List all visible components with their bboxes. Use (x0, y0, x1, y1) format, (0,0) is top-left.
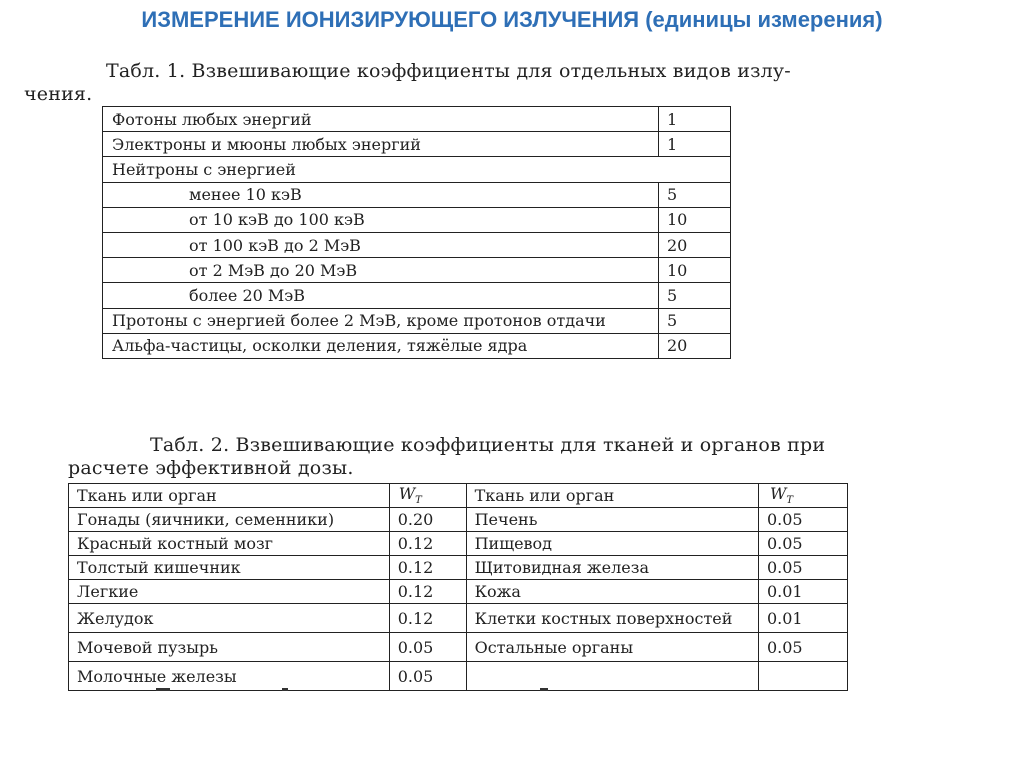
weight-right: 0.05 (758, 532, 847, 556)
table-row (69, 604, 848, 633)
row-value: 5 (659, 283, 731, 308)
table-row (69, 532, 848, 556)
w-subscript: T (786, 495, 794, 507)
table2-caption (68, 434, 868, 480)
weight-left: 0.12 (389, 604, 466, 633)
row-label: от 100 кэВ до 2 МэВ (103, 232, 659, 257)
table-row (103, 132, 731, 157)
table-row (103, 283, 731, 308)
table2-caption-line1: Табл. 2. Взвешивающие коэффициенты для тканей и органов при (150, 434, 826, 456)
row-value: 1 (659, 107, 731, 132)
weight-left: 0.05 (389, 633, 466, 662)
table-row (69, 662, 848, 691)
organ-left: Мочевой пузырь (69, 633, 390, 662)
header-weight (389, 484, 466, 508)
organ-right: Остальные органы (466, 633, 758, 662)
organ-right: Печень (466, 508, 758, 532)
organ-right: Кожа (466, 580, 758, 604)
table-row (69, 556, 848, 580)
tissue-weighting-table (68, 483, 848, 691)
row-label: от 10 кэВ до 100 кэВ (103, 207, 659, 232)
row-label: от 2 МэВ до 20 МэВ (103, 258, 659, 283)
table-row (103, 182, 731, 207)
table-row (69, 508, 848, 532)
weight-right: 0.01 (758, 604, 847, 633)
weight-right: 0.05 (758, 633, 847, 662)
organ-right: Клетки костных поверхностей (466, 604, 758, 633)
organ-right: Щитовидная железа (466, 556, 758, 580)
row-label: Альфа-частицы, осколки деления, тяжёлые ядра (103, 333, 659, 358)
row-value: 20 (659, 232, 731, 257)
weight-left: 0.12 (389, 580, 466, 604)
table1-caption-line1: Табл. 1. Взвешивающие коэффициенты для отдельных видов излу- (106, 60, 791, 82)
table-row (103, 258, 731, 283)
row-label: менее 10 кэВ (103, 182, 659, 207)
header-organ: Ткань или орган (69, 484, 390, 508)
organ-left: Толстый кишечник (69, 556, 390, 580)
organ-left: Красный костный мозг (69, 532, 390, 556)
table-row (103, 107, 731, 132)
weight-left: 0.05 (389, 662, 466, 691)
w-subscript: T (415, 495, 422, 507)
table-row (103, 308, 731, 333)
weight-left: 0.20 (389, 508, 466, 532)
weight-right: 0.05 (758, 508, 847, 532)
row-label: Электроны и мюоны любых энергий (103, 132, 659, 157)
row-label: Протоны с энергией более 2 МэВ, кроме протонов отдачи (103, 308, 659, 333)
w-symbol: W (769, 484, 787, 504)
weight-left: 0.12 (389, 532, 466, 556)
w-symbol: W (398, 484, 416, 504)
weight-right: 0.01 (758, 580, 847, 604)
header-weight (758, 484, 847, 508)
table-row (69, 633, 848, 662)
table1-caption-line2: чения. (24, 83, 93, 105)
table1-caption (24, 60, 824, 106)
weight-left: 0.12 (389, 556, 466, 580)
header-organ: Ткань или орган (466, 484, 758, 508)
table-row (103, 157, 731, 182)
organ-right: Пищевод (466, 532, 758, 556)
row-value: 1 (659, 132, 731, 157)
row-value: 5 (659, 182, 731, 207)
radiation-weighting-table (102, 106, 731, 359)
organ-left: Гонады (яичники, семенники) (69, 508, 390, 532)
organ-left: Желудок (69, 604, 390, 633)
table-row (103, 207, 731, 232)
organ-left: Легкие (69, 580, 390, 604)
row-value: 10 (659, 258, 731, 283)
table2-caption-line2: расчете эффективной дозы. (68, 457, 354, 479)
row-value: 5 (659, 308, 731, 333)
cropped-text-fragment (156, 688, 170, 691)
slide-title: ИЗМЕРЕНИЕ ИОНИЗИРУЮЩЕГО ИЗЛУЧЕНИЯ (единицы измерения) (141, 7, 883, 32)
row-label: более 20 МэВ (103, 283, 659, 308)
organ-left: Молочные железы (69, 662, 390, 691)
table-row (69, 580, 848, 604)
table-row (103, 232, 731, 257)
row-label: Фотоны любых энергий (103, 107, 659, 132)
organ-right (466, 662, 758, 691)
cropped-text-fragment (540, 688, 548, 691)
row-value: 20 (659, 333, 731, 358)
table-row (103, 333, 731, 358)
row-value: 10 (659, 207, 731, 232)
row-group-label: Нейтроны с энергией (103, 157, 731, 182)
cropped-text-fragment (282, 688, 288, 691)
weight-right: 0.05 (758, 556, 847, 580)
weight-right (758, 662, 847, 691)
table-header-row (69, 484, 848, 508)
